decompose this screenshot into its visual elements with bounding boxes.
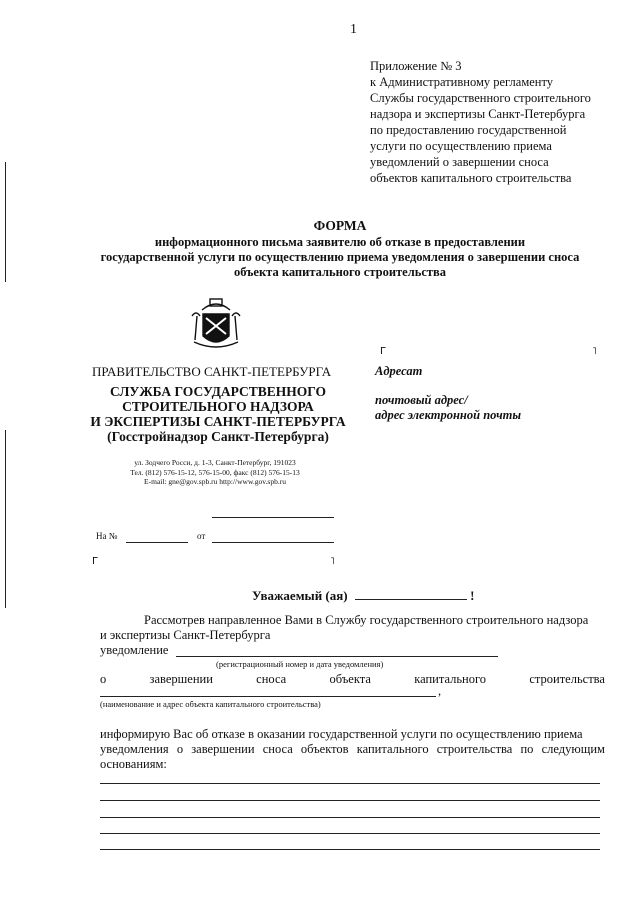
notice-caption: (регистрационный номер и дата уведомления)	[216, 659, 384, 669]
paragraph-2-word: строительства	[436, 742, 513, 756]
service-name-line: (Госстройнадзор Санкт-Петербурга)	[107, 429, 329, 444]
object-line	[100, 696, 436, 697]
ref-number-label: На №	[96, 531, 118, 541]
contact-address: ул. Зодчего Росси, д. 1-3, Санкт-Петербург, 191023	[134, 458, 296, 467]
margin-line-bottom	[5, 430, 6, 608]
completion-word: капитального	[414, 672, 487, 686]
paragraph-1-line-1: Рассмотрев направленное Вами в Службу государственного строительного надзора	[144, 613, 589, 627]
salutation	[252, 588, 474, 604]
completion-line	[100, 672, 605, 687]
grounds-line	[100, 833, 600, 834]
form-title: ФОРМА	[313, 218, 367, 233]
paragraph-1-line-2: и экспертизы Санкт-Петербурга	[100, 628, 271, 642]
paragraph-2-word: сноса	[262, 742, 293, 756]
addressee-bracket-left: Г	[380, 346, 387, 357]
government-name: ПРАВИТЕЛЬСТВО САНКТ-ПЕТЕРБУРГА	[92, 364, 332, 379]
page-number: 1	[350, 22, 357, 37]
paragraph-2-word: объектов	[300, 742, 349, 756]
paragraph-2-word: уведомления	[100, 742, 169, 756]
notice-number-line	[176, 656, 498, 657]
paragraph-2-word: завершении	[191, 742, 255, 756]
contact-phone: Тел. (812) 576-15-12, 576-15-00, факс (812) 576-15-13	[130, 467, 300, 477]
appendix-line: по предоставлению государственной	[370, 123, 567, 137]
margin-line-top	[5, 162, 6, 282]
completion-word: объекта	[329, 672, 371, 686]
coat-of-arms-emblem	[190, 296, 242, 354]
paragraph-2-word: о	[176, 742, 184, 756]
form-subtitle-line: государственной услуги по осуществлению приема уведомления о завершении сноса	[100, 250, 580, 264]
object-caption: (наименование и адрес объекта капитального строительства)	[100, 699, 321, 709]
paragraph-2-word: по	[520, 742, 534, 756]
paragraph-2-line-1: информирую Вас об отказе в оказании государственной услуги по осуществлению приема	[100, 727, 583, 741]
addressee-block	[375, 364, 521, 423]
addressee-title: Адресат	[375, 364, 423, 378]
form-subtitle-line: объекта капитального строительства	[233, 265, 447, 279]
grounds-line	[100, 817, 600, 818]
outgoing-number-line	[212, 517, 334, 518]
service-name-line: СТРОИТЕЛЬНОГО НАДЗОРА	[122, 399, 314, 414]
appendix-line: уведомлений о завершении сноса	[370, 155, 549, 169]
ref-number-line	[126, 542, 188, 543]
addressee-email: адрес электронной почты	[375, 408, 522, 422]
addressee-bracket-right: ˥	[592, 346, 597, 357]
appendix-line: объектов капитального строительства	[370, 171, 572, 185]
contact-details	[95, 458, 335, 487]
grounds-line	[100, 800, 600, 801]
completion-word: сноса	[256, 672, 287, 686]
paragraph-2-word: капитального	[356, 742, 429, 756]
grounds-line	[100, 783, 600, 784]
form-subtitle-line: информационного письма заявителю об отказе в предоставлении	[154, 235, 526, 249]
paragraph-2-line-2	[100, 742, 605, 757]
object-line-comma: ,	[438, 684, 442, 698]
completion-word: строительства	[529, 672, 605, 686]
appendix-line: Службы государственного строительного	[370, 91, 591, 105]
service-name-line: СЛУЖБА ГОСУДАРСТВЕННОГО	[109, 384, 327, 399]
notice-label: уведомление	[100, 643, 169, 657]
contact-email: E-mail: gne@gov.spb.ru http://www.gov.spb.ru	[144, 477, 286, 486]
salutation-name-line	[355, 599, 467, 600]
right-corner-bracket: ˥	[330, 556, 335, 567]
salutation-prefix: Уважаемый (ая)	[252, 588, 348, 603]
appendix-line: надзора и экспертизы Санкт-Петербурга	[370, 107, 586, 121]
form-heading	[60, 218, 620, 280]
service-name-block	[88, 384, 348, 444]
grounds-line	[100, 849, 600, 850]
salutation-suffix: !	[470, 588, 475, 603]
completion-word: завершении	[149, 672, 213, 686]
completion-word: о	[100, 672, 107, 686]
service-name-line: И ЭКСПЕРТИЗЫ САНКТ-ПЕТЕРБУРГА	[90, 414, 346, 429]
paragraph-2-word: следующим	[541, 742, 605, 756]
appendix-block	[370, 58, 620, 186]
left-corner-bracket: Г	[92, 556, 99, 567]
addressee-postal: почтовый адрес/	[375, 393, 468, 407]
appendix-line: к Административному регламенту	[370, 75, 554, 89]
ref-from-label: от	[197, 531, 206, 541]
appendix-line: услуги по осуществлению приема	[370, 139, 552, 153]
appendix-line: Приложение № 3	[370, 59, 462, 73]
paragraph-2-line-3: основаниям:	[100, 757, 167, 771]
ref-date-line	[212, 542, 334, 543]
